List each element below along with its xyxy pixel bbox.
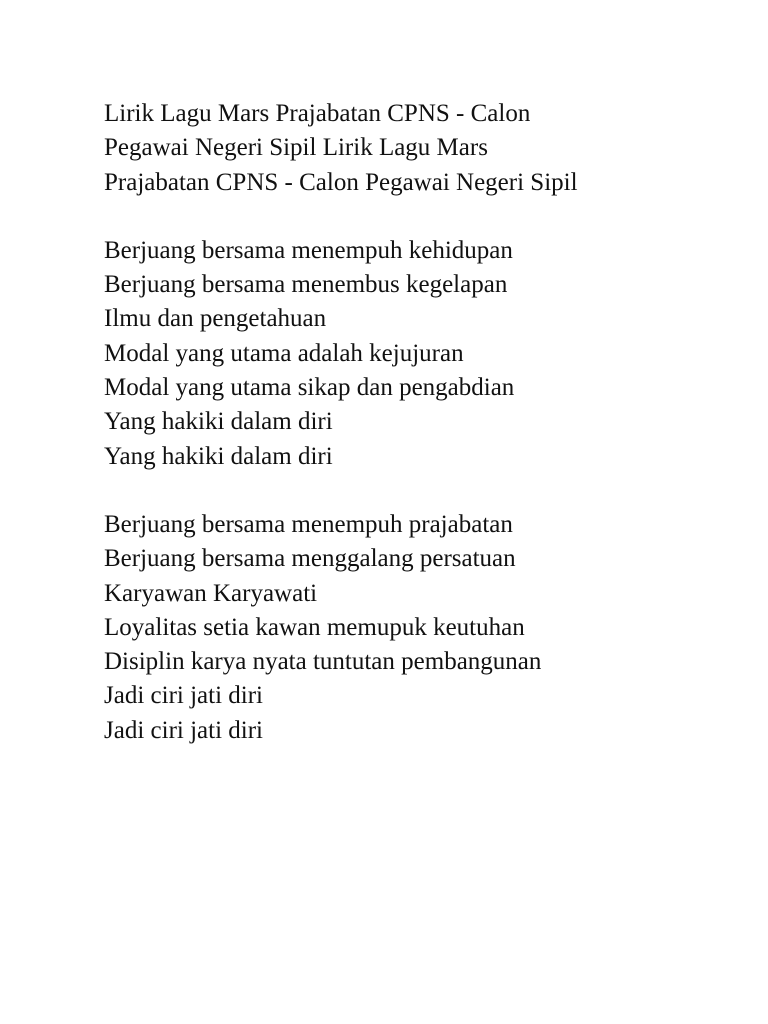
lyric-line: Berjuang bersama menembus kegelapan: [104, 271, 508, 299]
document-body: [104, 97, 704, 748]
lyric-line: Jadi ciri jati diri: [104, 716, 263, 744]
title-line: Lirik Lagu Mars Prajabatan CPNS - Calon: [104, 100, 531, 127]
lyric-line: Yang hakiki dalam diri: [104, 408, 333, 436]
lyric-line: Yang hakiki dalam diri: [104, 442, 333, 470]
document-title: [104, 97, 704, 200]
stanza-1: [104, 234, 704, 474]
lyric-line: Berjuang bersama menempuh prajabatan: [104, 510, 513, 538]
lyric-line: Loyalitas setia kawan memupuk keutuhan: [104, 613, 525, 641]
lyric-line: Disiplin karya nyata tuntutan pembangunan: [104, 648, 542, 676]
lyric-line: Ilmu dan pengetahuan: [104, 305, 327, 333]
title-line: Pegawai Negeri Sipil Lirik Lagu Mars: [104, 134, 488, 162]
lyric-line: Modal yang utama sikap dan pengabdian: [104, 374, 515, 402]
lyric-line: Jadi ciri jati diri: [104, 682, 263, 710]
lyric-line: Berjuang bersama menggalang persatuan: [104, 545, 516, 573]
lyric-line: Karyawan Karyawati: [104, 579, 318, 607]
title-line: Prajabatan CPNS - Calon Pegawai Negeri Sipil: [104, 168, 578, 196]
stanza-2: [104, 508, 704, 748]
lyric-line: Berjuang bersama menempuh kehidupan: [104, 236, 513, 264]
lyric-line: Modal yang utama adalah kejujuran: [104, 339, 464, 367]
